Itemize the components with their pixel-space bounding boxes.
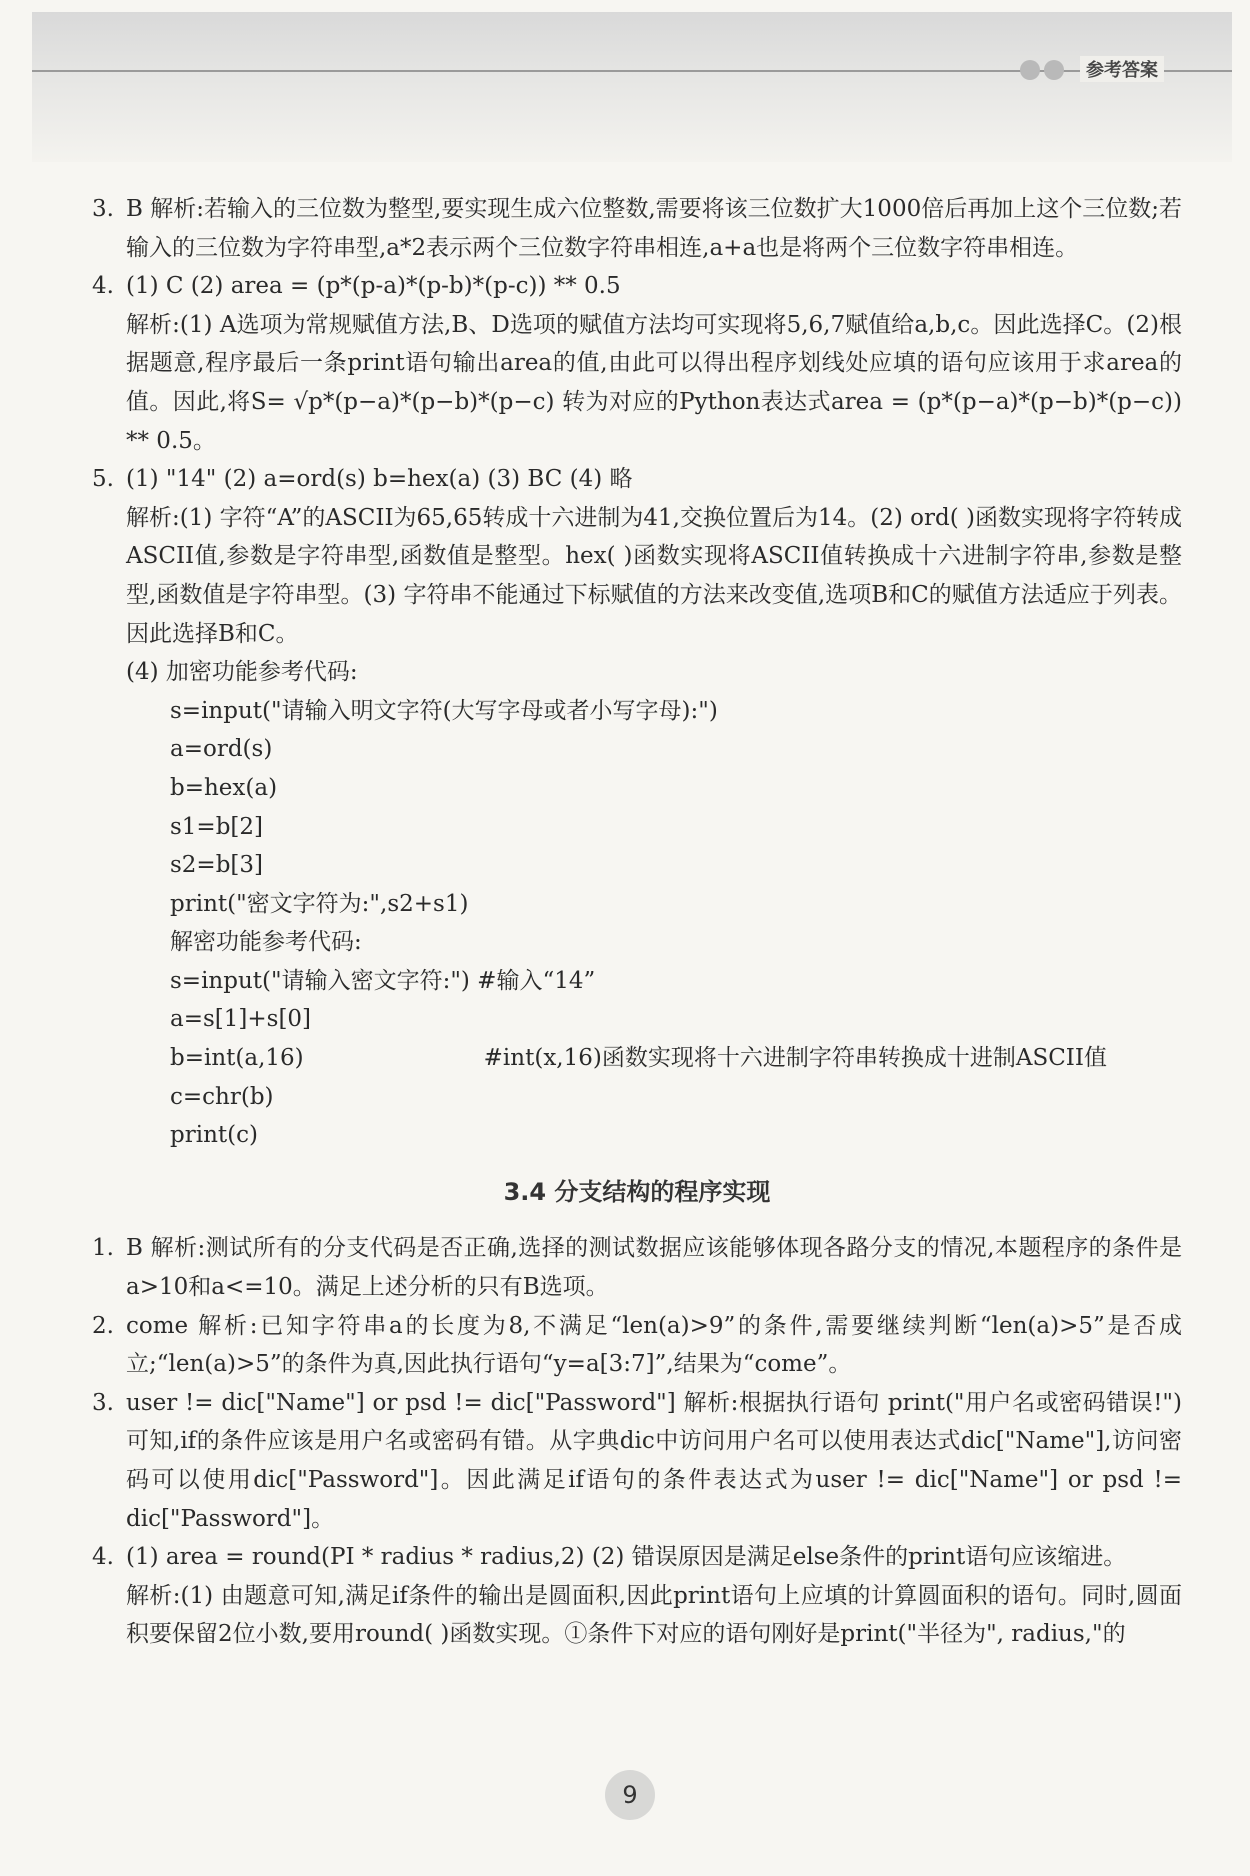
branch-answer-2 bbox=[92, 1307, 1182, 1384]
header-title: 参考答案 bbox=[1080, 56, 1164, 82]
code-line: a=ord(s) bbox=[170, 736, 273, 763]
answer-5 bbox=[92, 460, 1182, 499]
item-text: (1) area = round(PI * radius * radius,2) (2) 错误原因是满足else条件的print语句应该缩进。 bbox=[126, 1544, 1127, 1571]
item-text: come 解析:已知字符串a的长度为8,不满足“len(a)>9”的条件,需要继续判断“len(a)>5”是否成立;“len(a)>5”的条件为真,因此执行语句“y=a[3:7]”,结果为“come”。 bbox=[126, 1312, 1182, 1378]
item-number: 5. bbox=[92, 466, 114, 493]
branch-answer-4-analysis: 解析:(1) 由题意可知,满足if条件的输出是圆面积,因此print语句上应填的计算圆面积的语句。同时,圆面积要保留2位小数,要用round( )函数实现。①条件下对应的语句刚好是print("半径为", radius,"的 bbox=[126, 1582, 1182, 1648]
branch-answer-3 bbox=[92, 1384, 1182, 1538]
code-line: b=hex(a) bbox=[170, 774, 278, 801]
code-line: print("密文字符为:",s2+s1) bbox=[170, 890, 469, 917]
item-number: 4. bbox=[92, 1544, 114, 1571]
item-number: 3. bbox=[92, 196, 114, 222]
item-text: (1) C (2) area = (p*(p-a)*(p-b)*(p-c)) ** 0.5 bbox=[126, 273, 621, 300]
page-content bbox=[92, 190, 1182, 1654]
code-line: s=input("请输入明文字符(大写字母或者小写字母):") bbox=[170, 697, 718, 724]
code-line: s2=b[3] bbox=[170, 852, 264, 879]
item-number: 1. bbox=[92, 1235, 114, 1262]
code-line bbox=[92, 1039, 1182, 1078]
answer-5-analysis: 解析:(1) 字符“A”的ASCII为65,65转成十六进制为41,交换位置后为14。(2) ord( )函数实现将字符转成ASCII值,参数是字符串型,函数值是整型。hex( )函数实现将ASCII值转换成十六进制字符串,参数是整型,函数值是字符串型。(3) 字符串不能通过下标赋值的方法来改变值,选项B和C的赋值方法适应于列表。因此选择B和C。 bbox=[126, 504, 1182, 647]
code-line: print(c) bbox=[170, 1122, 258, 1149]
section-title: 3.4 分支结构的程序实现 bbox=[503, 1177, 771, 1206]
branch-answer-1 bbox=[92, 1229, 1182, 1306]
item-text: (1) "14" (2) a=ord(s) b=hex(a) (3) BC (4) 略 bbox=[126, 466, 633, 493]
item-text: B 解析:若输入的三位数为整型,要实现生成六位整数,需要将该三位数扩大1000倍后再加上这个三位数;若输入的三位数为字符串型,a*2表示两个三位数字符串相连,a+a也是将两个三位数字符串相连。 bbox=[126, 196, 1182, 261]
item-number: 3. bbox=[92, 1389, 114, 1416]
code-line: 解密功能参考代码: bbox=[170, 929, 362, 956]
page-number: 9 bbox=[605, 1770, 655, 1820]
answer-4-analysis: 解析:(1) A选项为常规赋值方法,B、D选项的赋值方法均可实现将5,6,7赋值给a,b,c。因此选择C。(2)根据题意,程序最后一条print语句输出area的值,由此可以得出程序划线处应填的语句应该用于求area的值。因此,将S= √p*(p−a)*(p−b)*(p−c) 转为对应的Python表达式area = (p*(p−a)*(p−b)*(p−c)) ** 0.5。 bbox=[126, 311, 1182, 454]
branch-answer-4 bbox=[92, 1538, 1182, 1577]
item-number: 4. bbox=[92, 273, 114, 300]
item-text: B 解析:测试所有的分支代码是否正确,选择的测试数据应该能够体现各路分支的情况,本题程序的条件是a>10和a<=10。满足上述分析的只有B选项。 bbox=[126, 1235, 1182, 1301]
header-band bbox=[32, 12, 1232, 162]
header-dots bbox=[1020, 60, 1068, 84]
code-comment: #int(x,16)函数实现将十六进制字符串转换成十进制ASCII值 bbox=[483, 1045, 1107, 1072]
item-text: user != dic["Name"] or psd != dic["Password"] 解析:根据执行语句 print("用户名或密码错误!")可知,if的条件应该是用户名或密码有错。从字典dic中访问用户名可以使用表达式dic["Name"],访问密码可以使用dic["Password"]。因此满足if语句的条件表达式为user != dic["Name"] or psd != dic["Password"]。 bbox=[126, 1389, 1182, 1532]
code-line: a=s[1]+s[0] bbox=[170, 1006, 312, 1033]
item-number: 2. bbox=[92, 1312, 114, 1339]
answer-3 bbox=[92, 190, 1182, 267]
answer-5-part4: (4) 加密功能参考代码: bbox=[126, 659, 358, 686]
code-line: c=chr(b) bbox=[170, 1083, 274, 1110]
answer-4 bbox=[92, 267, 1182, 306]
code-text: b=int(a,16) bbox=[170, 1045, 304, 1072]
code-line: s=input("请输入密文字符:") #输入“14” bbox=[170, 967, 596, 994]
code-line: s1=b[2] bbox=[170, 813, 264, 840]
